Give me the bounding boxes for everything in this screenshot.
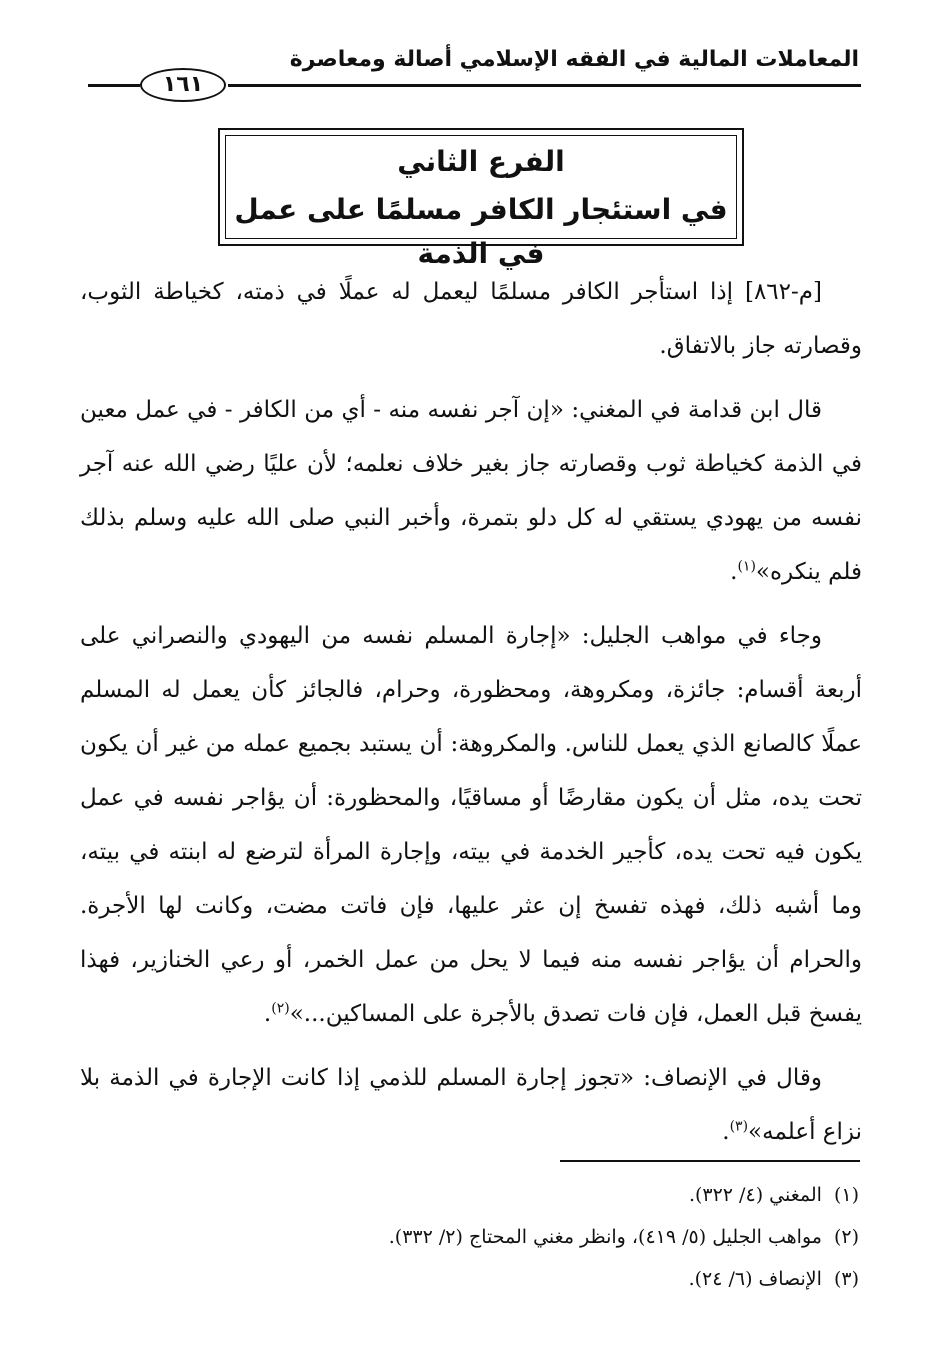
footnote-item xyxy=(80,1216,859,1258)
paragraph-3: وجاء في مواهب الجليل: «إجارة المسلم نفسه من اليهودي والنصراني على أربعة أقسام: جائزة، ومكروهة، ومحظورة، وحرام، فالجائز كأن يعمل له المسلم عملًا كالصانع الذي يعمل للناس. والمكروهة: أن يستبد بجميع عمله من غير أن يكون تحت يده، مثل أن يكون مقارضًا أو مساقيًا، والمحظورة: أن يؤاجر نفسه في عمل يكون فيه تحت يده، كأجير الخدمة في بيته، وإجارة المرأة لترضع له ابنته في بيته، وما أشبه ذلك، فهذه تفسخ إن عثر عليها، فإن فاتت مضت، وكانت لها الأجرة. والحرام أن يؤاجر نفسه منه فيما لا يحل من عمل الخمر، أو رعي الخنازير، فهذا يفسخ قبل العمل، فإن فات تصدق بالأجرة على المساكين...»$^{(٢)}$. xyxy=(80,623,862,1027)
footnote-ref-2[interactable]: (٢) xyxy=(271,1000,290,1017)
paragraph-4: وقال في الإنصاف: «تجوز إجارة المسلم للذمي إذا كانت الإجارة في الذمة بلا نزاع أعلمه»$^{(٣)}$. xyxy=(80,1065,862,1145)
footnote-text: مواهب الجليل (٥/ ٤١٩)، وانظر مغني المحتاج (٢/ ٣٣٢). xyxy=(388,1226,822,1248)
footnote-number: (٢) xyxy=(833,1226,859,1248)
running-header: المعاملات المالية في الفقه الإسلامي أصالة ومعاصرة xyxy=(289,47,859,72)
section-subtitle: في استئجار الكافر مسلمًا على عمل في الذمة xyxy=(234,193,728,270)
section-title: الفرع الثاني xyxy=(397,145,565,178)
footnote-item xyxy=(80,1174,859,1216)
footnote-text: الإنصاف (٦/ ٢٤). xyxy=(688,1268,822,1290)
page-number: ١٦١ xyxy=(140,68,226,102)
paragraph-1 xyxy=(80,265,862,373)
footnote-ref-1[interactable]: (١) xyxy=(737,558,756,575)
footnote-text: المغني (٤/ ٣٢٢). xyxy=(688,1184,822,1206)
footnote-separator xyxy=(560,1160,860,1162)
footnotes xyxy=(80,1174,859,1300)
header-rule-left xyxy=(88,84,140,87)
footnote-number: (٣) xyxy=(833,1268,859,1290)
paragraph-3-text: وجاء في مواهب الجليل: «إجارة المسلم نفسه من اليهودي والنصراني على أربعة أقسام: جائزة، ومكروهة، ومحظورة، وحرام، فالجائز كأن يعمل له المسلم عملًا كالصانع الذي يعمل للناس. والمكروهة: أن يستبد بجميع عمله من غير أن يكون تحت يده، مثل أن يكون مقارضًا أو مساقيًا، والمحظورة: أن يؤاجر نفسه في عمل يكون فيه تحت يده، كأجير الخدمة في بيته، وإجارة المرأة لترضع له ابنته في بيته، وما أشبه ذلك، فهذه تفسخ إن عثر عليها، فإن فاتت مضت، وكانت لها الأجرة. والحرام أن يؤاجر نفسه منه فيما لا يحل من عمل الخمر، أو رعي الخنازير، فهذا يفسخ قبل العمل، فإن فات تصدق بالأجرة على المساكين...» xyxy=(80,623,862,1027)
paragraph-1-text: [م-٨٦٢] إذا استأجر الكافر مسلمًا ليعمل له عملًا في ذمته، كخياطة الثوب، وقصارته جاز بالاتفاق. xyxy=(80,279,862,359)
paragraph-2-text: قال ابن قدامة في المغني: «إن آجر نفسه منه - أي من الكافر - في عمل معين في الذمة كخياطة ثوب وقصارته جاز بغير خلاف نعلمه؛ لأن عليًا رضي الله عنه آجر نفسه من يهودي يستقي له كل دلو بتمرة، وأخبر النبي صلى الله عليه وسلم بذلك فلم ينكره» xyxy=(80,397,862,585)
header-rule xyxy=(228,84,861,87)
footnote-ref-3[interactable]: (٣) xyxy=(729,1118,749,1135)
footnote-number: (١) xyxy=(833,1184,859,1206)
paragraph-2: قال ابن قدامة في المغني: «إن آجر نفسه منه - أي من الكافر - في عمل معين في الذمة كخياطة ثوب وقصارته جاز بغير خلاف نعلمه؛ لأن عليًا رضي الله عنه آجر نفسه من يهودي يستقي له كل دلو بتمرة، وأخبر النبي صلى الله عليه وسلم بذلك فلم ينكره»$^{(١)}$. xyxy=(80,397,862,585)
paragraph-4-text: وقال في الإنصاف: «تجوز إجارة المسلم للذمي إذا كانت الإجارة في الذمة بلا نزاع أعلمه» xyxy=(80,1065,862,1145)
body-text xyxy=(80,265,862,1169)
footnote-item xyxy=(80,1258,859,1300)
section-title-frame xyxy=(218,128,744,270)
